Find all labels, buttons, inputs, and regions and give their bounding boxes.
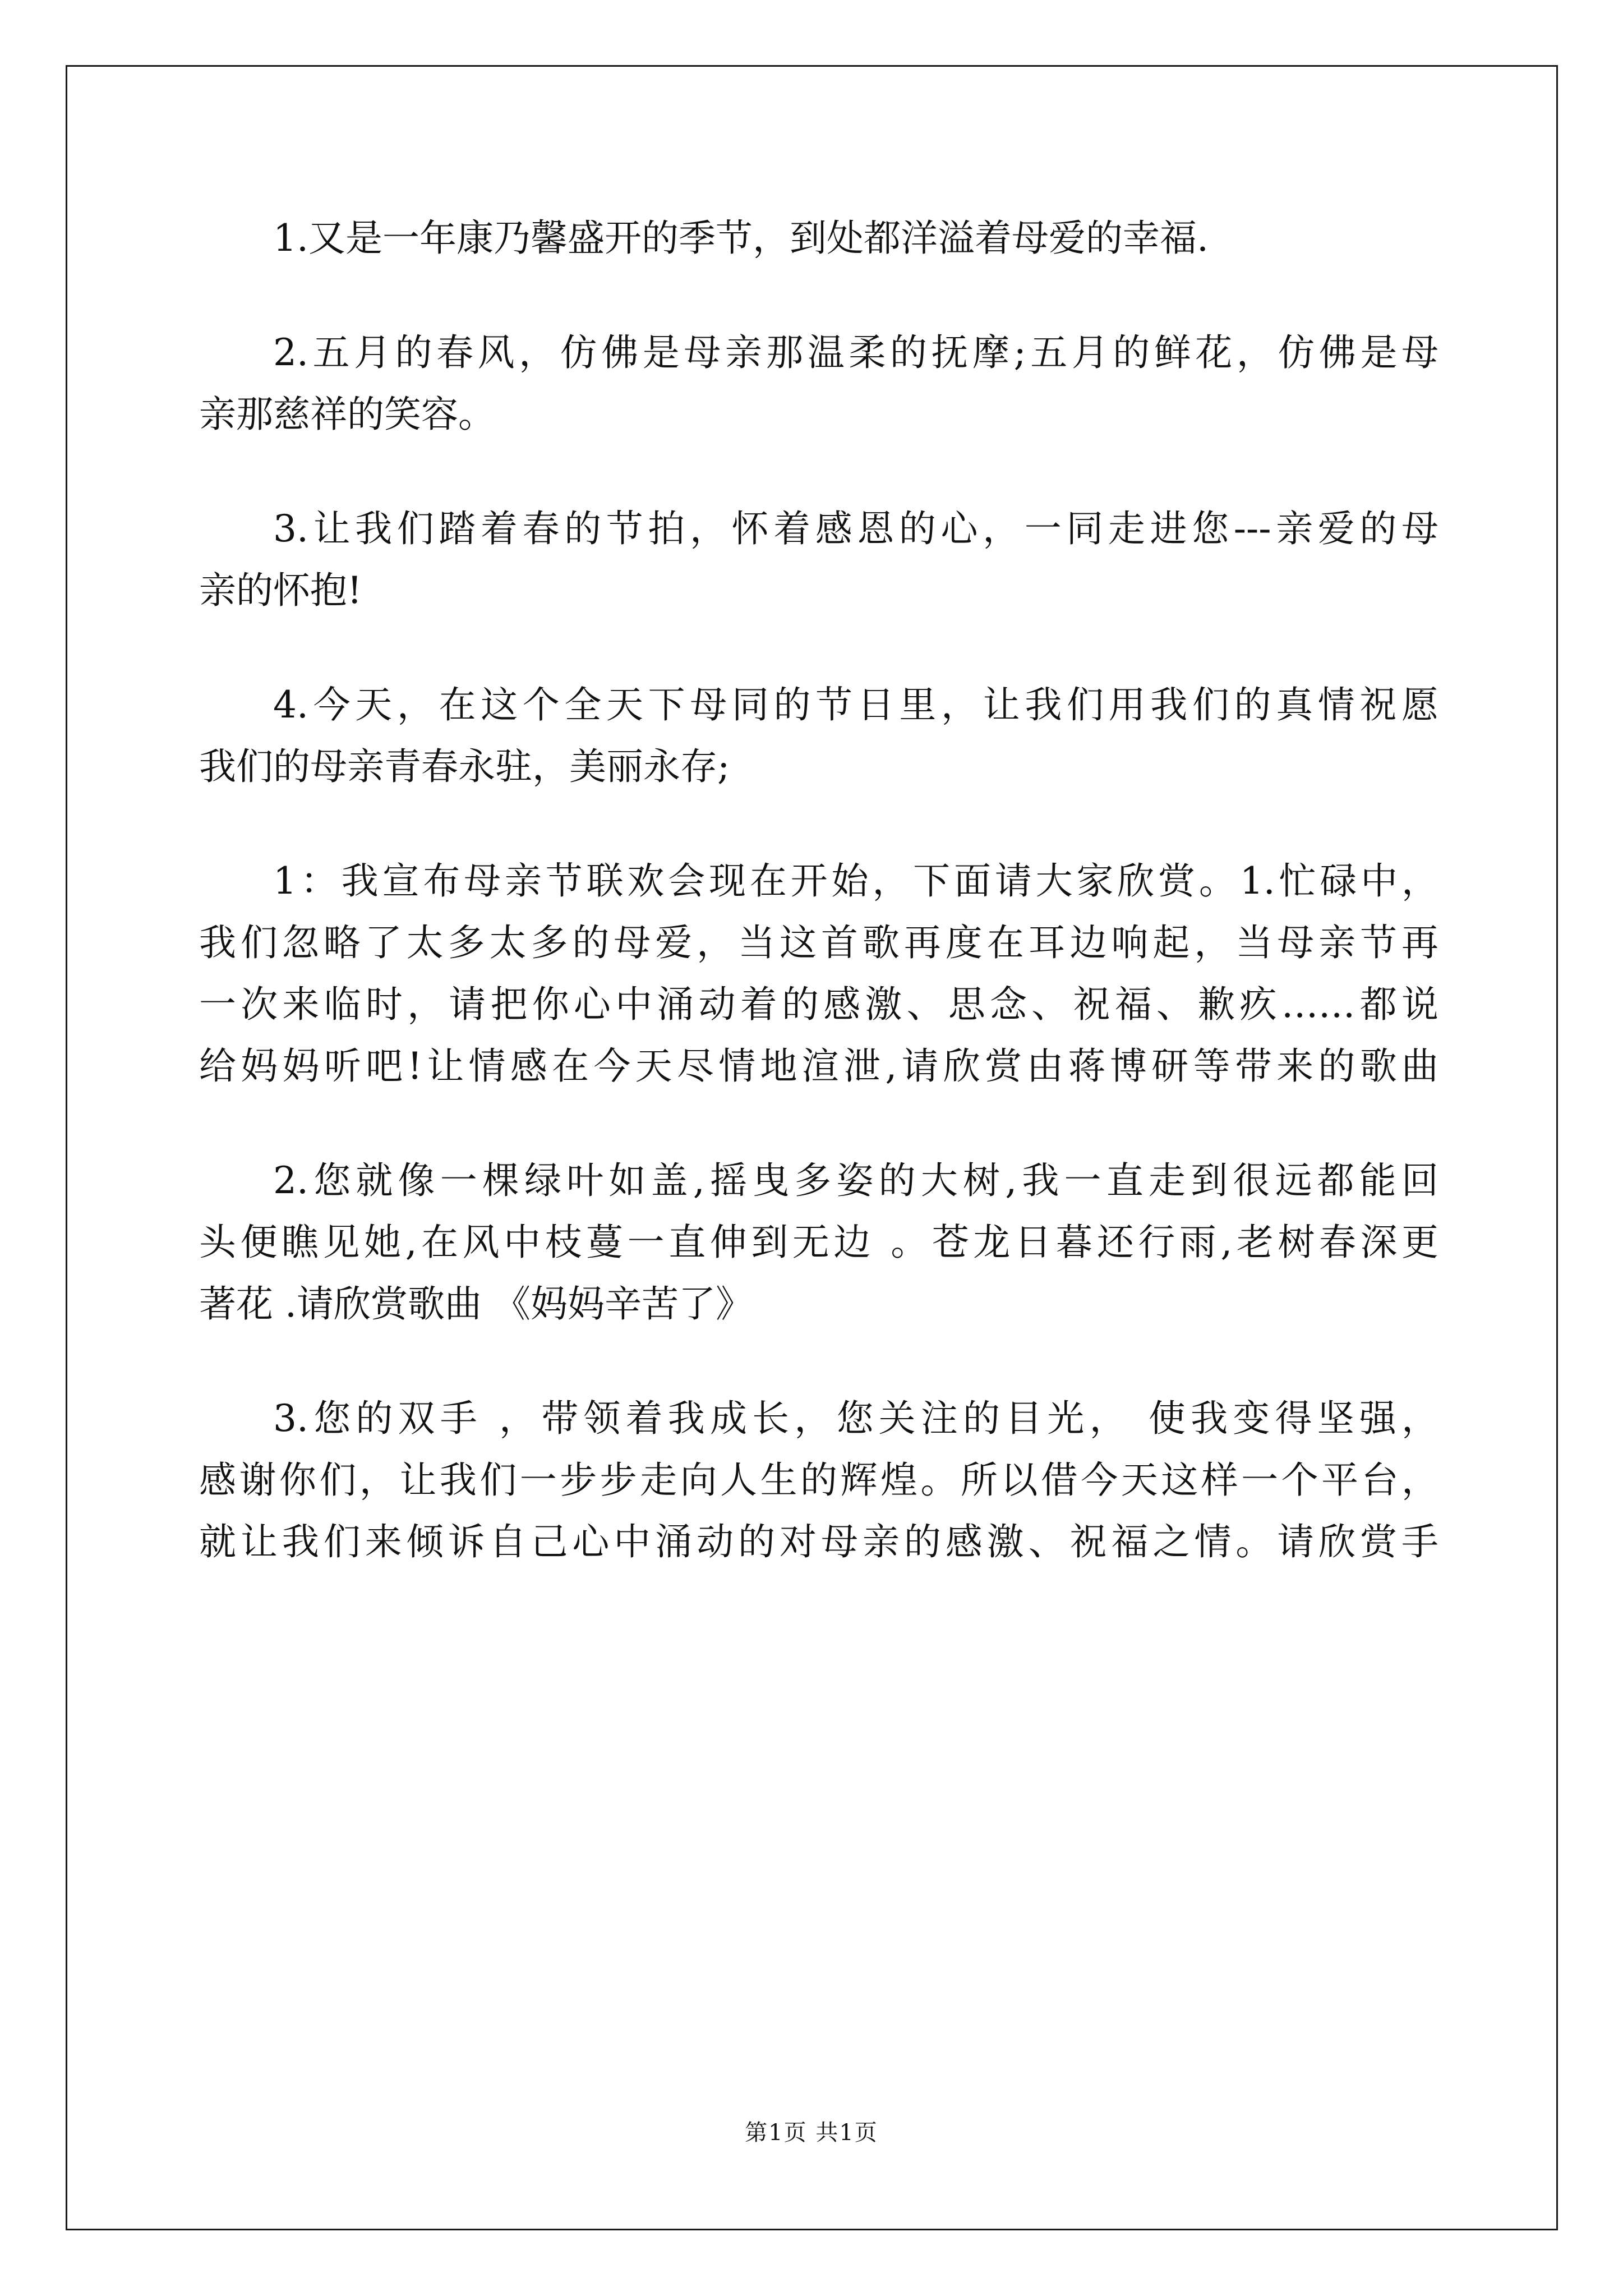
paragraph-2 xyxy=(199,322,1438,445)
paragraph-line: 1.又是一年康乃馨盛开的季节，到处都洋溢着母爱的幸福. xyxy=(273,217,1209,260)
paragraph-line: 亲那慈祥的笑容。 xyxy=(199,393,495,436)
paragraph-line: 就让我们来倾诉自己心中涌动的对母亲的感激、祝福之情。请欣赏手 xyxy=(199,1520,1438,1563)
paragraph-line: 感谢你们，让我们一步步走向人生的辉煌。所以借今天这样一个平台， xyxy=(199,1458,1438,1502)
paragraph-line: 著花 .请欣赏歌曲 《妈妈辛苦了》 xyxy=(199,1282,753,1326)
paragraph-line: 2.五月的春风，仿佛是母亲那温柔的抚摩;五月的鲜花，仿佛是母 xyxy=(273,331,1438,374)
paragraph-line: 我们忽略了太多太多的母爱，当这首歌再度在耳边响起，当母亲节再 xyxy=(199,921,1438,964)
paragraph-line: 亲的怀抱! xyxy=(199,569,362,612)
paragraph-line: 一次来临时，请把你心中涌动着的感激、思念、祝福、歉疚……都说 xyxy=(199,983,1438,1026)
paragraph-3 xyxy=(199,498,1438,622)
paragraph-7 xyxy=(199,1388,1438,1573)
paragraph-line: 我们的母亲青春永驻，美丽永存; xyxy=(199,745,730,788)
paragraph-line: 3.您的双手 ，带领着我成长，您关注的目光， 使我变得坚强， xyxy=(273,1397,1438,1440)
paragraph-line: 1：我宣布母亲节联欢会现在开始，下面请大家欣赏。1.忙碌中， xyxy=(273,859,1438,903)
document-body xyxy=(199,208,1438,1626)
paragraph-6 xyxy=(199,1150,1438,1335)
paragraph-1 xyxy=(199,208,1438,269)
paragraph-line: 头便瞧见她,在风中枝蔓一直伸到无边 。苍龙日暮还行雨,老树春深更 xyxy=(199,1221,1438,1264)
paragraph-line: 4.今天，在这个全天下母同的节日里，让我们用我们的真情祝愿 xyxy=(273,683,1438,726)
paragraph-line: 给妈妈听吧!让情感在今天尽情地渲泄,请欣赏由蒋博研等带来的歌曲 xyxy=(199,1045,1438,1088)
paragraph-line: 2.您就像一棵绿叶如盖,摇曳多姿的大树,我一直走到很远都能回 xyxy=(273,1159,1438,1202)
paragraph-line: 3.让我们踏着春的节拍，怀着感恩的心，一同走进您---亲爱的母 xyxy=(273,507,1438,550)
paragraph-5 xyxy=(199,850,1438,1097)
page-footer: 第1页 共1页 xyxy=(745,2120,878,2146)
paragraph-4 xyxy=(199,674,1438,798)
